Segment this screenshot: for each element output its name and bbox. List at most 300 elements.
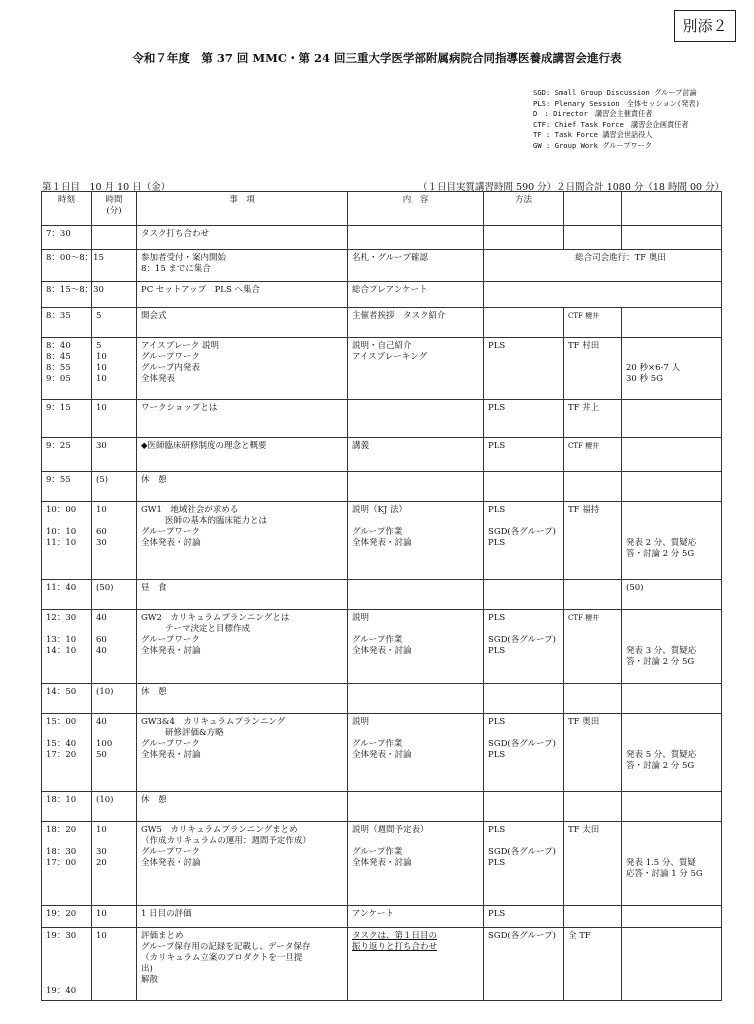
content-cell-line: グループ作業 [352,635,403,645]
item-cell-line: 8：15 までに集合 [141,264,211,274]
table-row [42,250,722,282]
item-cell-line: 参加者受付・案内開始 [141,253,227,263]
item-cell [137,714,348,792]
method-cell [484,684,564,714]
time-cell [42,928,92,1001]
content-cell-line: 説明（KJ 法） [352,505,407,515]
content-cell [348,822,484,906]
item-cell-line: 解散 [141,975,159,985]
time-cell-line: 18：20 [46,825,77,835]
method-cell-line [488,836,559,847]
table-row [42,928,722,1001]
method-cell-line: SGD(各グループ) [488,635,556,645]
item-cell [137,438,348,472]
facilitator-cell [484,282,722,308]
staff-cell [564,822,622,906]
content-cell [348,400,484,438]
time-cell-line: 10：00 [46,505,77,515]
note-cell-line [626,624,717,635]
method-cell [484,400,564,438]
content-cell-line [352,403,479,414]
staff-cell-line: CTF 櫻井 [568,312,600,320]
time-cell [42,438,92,472]
note-cell-line [626,909,717,920]
content-cell-line [352,795,479,806]
time-cell-line: 17：20 [46,750,77,760]
item-cell-line: グループ内発表 [141,363,200,373]
note-cell [622,226,722,250]
time-cell-line: 18：10 [46,795,77,805]
content-cell-line [352,475,479,486]
table-row [42,400,722,438]
table-row [42,684,722,714]
method-cell-line [488,687,559,698]
minutes-cell-line [96,728,132,739]
time-cell [42,502,92,580]
content-cell [348,580,484,610]
day-label: 第１日目 10 月 10 日（金） [42,182,171,193]
item-cell-line: グループワーク [141,739,200,749]
content-cell [348,502,484,580]
minutes-cell-line: 10 [96,352,107,362]
note-cell-line [626,728,717,739]
staff-cell [564,502,622,580]
minutes-cell-line: 40 [96,613,107,623]
table-row [42,792,722,822]
minutes-cell-line: 40 [96,646,107,656]
legend-item: SGD: Small Group Discussion グループ討論 [533,88,697,97]
time-cell-line [46,624,87,635]
time-cell [42,250,104,282]
content-cell [348,714,484,792]
method-cell [484,502,564,580]
minutes-cell-line: 5 [96,311,102,321]
minutes-cell-line: (5) [96,475,109,485]
item-cell-line: 評価まとめ [141,931,184,941]
content-cell-line [352,728,479,739]
content-cell-line: アンケート [352,909,394,919]
minutes-cell-line: 60 [96,527,107,537]
item-cell-line: （作成カリキュラムの運用：週間予定作成） [141,836,311,846]
note-cell [622,472,722,502]
method-cell-line: PLS [488,646,506,656]
content-cell-line: 全体発表・討論 [352,858,412,868]
time-cell [42,714,92,792]
method-cell-line [488,229,559,240]
item-cell-line: 休 憩 [141,687,167,697]
note-cell-line [626,613,717,624]
item-cell-line: 休 憩 [141,795,167,805]
note-cell [622,928,722,1001]
item-cell [137,250,348,282]
time-cell-line: 15：40 [46,739,77,749]
header-note [622,192,722,226]
table-row [42,338,722,400]
minutes-cell-line: 30 [96,847,107,857]
time-cell-line [46,975,87,986]
item-cell-line: グループワーク [141,527,200,537]
note-cell-line: 発表 1.5 分、質疑 [626,858,696,868]
item-cell [137,684,348,714]
content-cell-line: グループ作業 [352,527,403,537]
method-cell-line: PLS [488,403,506,413]
content-cell [348,906,484,928]
time-cell-line: 13：10 [46,635,77,645]
content-cell-line [352,516,479,527]
item-cell-line: タスク打ち合わせ [141,229,210,239]
method-cell [484,472,564,502]
minutes-cell-line: 10 [96,374,107,384]
content-cell [348,610,484,684]
item-cell-line: GW1 地域社会が求める [141,505,239,515]
minutes-cell-line: 10 [96,363,107,373]
minutes-cell [92,580,137,610]
item-cell-line: 出) [141,964,153,974]
content-cell [348,792,484,822]
content-cell-line: 説明 [352,717,370,727]
header-item: 事 項 [137,192,348,226]
schedule-table [41,191,722,1001]
item-cell-line: 全体発表・討論 [141,646,201,656]
method-cell [484,438,564,472]
time-cell-line: 12：30 [46,613,77,623]
item-cell [137,338,348,400]
time-cell [42,338,92,400]
time-cell-line: 8：35 [46,311,71,321]
item-cell-line: 開会式 [141,311,167,321]
staff-cell [564,580,622,610]
note-cell-line: (50) [626,583,644,593]
note-cell-line [626,795,717,806]
legend-item: CTF: Chief Task Force 講習会企画責任者 [533,119,689,129]
note-cell [622,502,722,580]
time-cell-line: 15：00 [46,717,77,727]
time-cell-line: 14：10 [46,646,77,656]
method-cell-line: SGD(各グループ) [488,931,556,941]
content-cell-line: 説明・自己紹介 [352,341,412,351]
note-cell-line [626,527,717,538]
time-cell-line: 8：00～8：15 [46,253,104,263]
content-cell-line [352,583,479,594]
note-cell [622,438,722,472]
content-cell-line: グループ作業 [352,847,403,857]
method-cell-line: SGD(各グループ) [488,739,556,749]
table-row [42,308,722,338]
staff-cell [564,226,622,250]
staff-cell [564,400,622,438]
note-cell-line [626,739,717,750]
item-cell-line: GW2 カリキュラムプランニングとは [141,613,290,623]
note-cell [622,610,722,684]
content-cell-line: 説明（週間予定表） [352,825,429,835]
minutes-cell [92,792,137,822]
time-cell-line [46,516,87,527]
note-cell-line [626,931,717,942]
note-cell-line: 発表 5 分、質疑応 [626,750,697,760]
time-cell-line [46,964,87,975]
staff-cell [564,714,622,792]
item-cell-line: 全体発表 [141,374,176,384]
content-cell-line [352,229,479,240]
staff-cell-line: TF 村田 [568,341,600,351]
time-cell-line: 9：15 [46,403,71,413]
item-cell [137,472,348,502]
staff-cell [564,438,622,472]
method-cell-line [488,728,559,739]
content-cell-line: 講義 [352,441,370,451]
staff-cell [564,684,622,714]
note-cell-line [626,505,717,516]
facilitator-cell: 総合司会進行：TF 奥田 [484,250,722,282]
item-cell-line: アイスブレーク 説明 [141,341,220,351]
table-row [42,472,722,502]
staff-cell-line: CTF 櫻井 [568,614,600,622]
schedule-body [42,226,722,1001]
time-cell-line: 14：50 [46,687,77,697]
note-cell [622,338,722,400]
staff-cell-line: TF 奥田 [568,717,600,727]
content-cell-line: 全体発表・討論 [352,646,412,656]
staff-cell [564,338,622,400]
note-cell-line [626,516,717,527]
table-row [42,714,722,792]
header-content: 内 容 [348,192,484,226]
legend-item: D : Director 講習会主催責任者 [533,109,653,119]
item-cell-line: ワークショップとは [141,403,218,413]
content-cell-line: タスクは、第１日目の [352,931,438,941]
time-cell-line: 8：40 [46,341,71,351]
minutes-cell-line: 20 [96,858,107,868]
method-cell [484,822,564,906]
minutes-cell-line: (10) [96,687,114,697]
time-cell [42,226,92,250]
minutes-cell-line [96,624,132,635]
method-cell [484,338,564,400]
item-cell-line: 1 日目の評価 [141,909,192,919]
time-cell [42,906,92,928]
item-cell-line: 昼 食 [141,583,167,593]
item-cell-line: グループワーク [141,847,200,857]
method-cell [484,714,564,792]
time-cell [42,792,92,822]
item-cell [137,400,348,438]
method-cell-line: PLS [488,538,506,548]
time-cell-line: 19：30 [46,931,77,941]
content-cell-line: アイスブレーキング [352,352,428,362]
minutes-cell-line: 50 [96,750,107,760]
time-cell [42,282,104,308]
note-cell [622,714,722,792]
method-cell-line: SGD(各グループ) [488,527,556,537]
staff-cell [564,308,622,338]
time-cell-line: 8：55 [46,363,71,373]
minutes-cell-line: 10 [96,505,107,515]
content-cell [348,684,484,714]
item-cell-line: 全体発表・討論 [141,538,201,548]
content-cell [348,308,484,338]
time-cell-line: 18：30 [46,847,77,857]
time-cell [42,684,92,714]
item-cell [137,226,348,250]
time-cell-line: 19：40 [46,986,77,996]
minutes-cell-line [96,836,132,847]
note-cell-line [626,403,717,414]
content-cell [348,928,484,1001]
time-cell-line: 9：55 [46,475,71,485]
content-cell-line: 説明 [352,613,370,623]
content-cell-line: 名札・グループ確認 [352,253,428,263]
note-cell-line [626,441,717,452]
note-cell-line [626,475,717,486]
method-cell-line: PLS [488,717,506,727]
minutes-cell [92,226,137,250]
abbreviation-legend [533,88,700,152]
item-cell [137,282,348,308]
minutes-cell [92,400,137,438]
note-cell-line [626,229,717,240]
content-cell-line [352,836,479,847]
time-cell-line: 7：30 [46,229,71,239]
minutes-cell-line: 10 [96,909,107,919]
time-cell [42,822,92,906]
method-cell-line [488,311,559,322]
time-cell-line: 11：40 [46,583,77,593]
item-cell-line: （カリキュラム立案のプロダクトを一旦提 [141,953,303,963]
item-cell-line: GW5 カリキュラムプランニングまとめ [141,825,298,835]
item-cell-line: 全体発表・討論 [141,750,201,760]
item-cell [137,928,348,1001]
minutes-cell-line [96,516,132,527]
note-cell-line [626,825,717,836]
minutes-cell [92,438,137,472]
content-cell-line: 全体発表・討論 [352,750,412,760]
method-cell [484,308,564,338]
staff-cell [564,610,622,684]
staff-cell-line: TF 井上 [568,403,600,413]
content-cell [348,472,484,502]
content-cell [348,250,484,282]
content-cell-line: 総合プレアンケート [352,285,428,295]
time-cell [42,400,92,438]
minutes-cell-line: 10 [96,825,107,835]
staff-cell-line: CTF 櫻井 [568,442,600,450]
time-cell-line: 17：00 [46,858,77,868]
note-cell-line: 答・討論 2 分 5G [626,761,695,771]
method-cell-line: PLS [488,613,506,623]
method-cell-line [488,795,559,806]
legend-item: PLS: Plenary Session 全体セッション(発表) [533,98,700,108]
time-cell-line: 9：25 [46,441,71,451]
method-cell-line: PLS [488,750,506,760]
minutes-cell-line: 5 [96,341,102,351]
item-cell-line: 研修評価&方略 [165,728,224,738]
item-cell [137,610,348,684]
note-cell-line: 発表 2 分、質疑応 [626,538,697,548]
staff-cell [564,472,622,502]
item-cell-line: GW3&4 カリキュラムプランニング [141,717,286,727]
staff-cell [564,928,622,1001]
time-cell-line: 11：10 [46,538,77,548]
content-cell [348,282,484,308]
note-cell [622,822,722,906]
time-cell-line [46,836,87,847]
note-cell-line [626,341,717,352]
table-row [42,226,722,250]
note-cell-line [626,352,717,363]
item-cell-line: 休 憩 [141,475,167,485]
method-cell-line: PLS [488,858,506,868]
minutes-cell [92,502,137,580]
note-cell-line [626,311,717,322]
staff-cell-line: TF 太田 [568,825,600,835]
day-summary: （１日目実質講習時間 590 分）２日間合計 1080 分（18 時間 00 分） [418,182,725,193]
minutes-cell-line: 30 [96,441,107,451]
table-row [42,906,722,928]
content-cell-line: 全体発表・討論 [352,538,412,548]
minutes-cell-line: 40 [96,717,107,727]
time-cell-line: 8：15～8：30 [46,285,104,295]
staff-cell [564,906,622,928]
method-cell-line: PLS [488,909,506,919]
page-title: 令和７年度 第 37 回 MMC・第 24 回三重大学医学部附属病院合同指導医養成講習会進行表 [132,51,622,65]
item-cell-line: 医師の基本的臨床能力とは [165,516,268,526]
minutes-cell-line: (10) [96,795,114,805]
method-cell-line [488,516,559,527]
table-row [42,580,722,610]
content-cell-line: 振り返りと打ち合わせ [352,942,438,952]
item-cell [137,502,348,580]
time-cell-line: 10：10 [46,527,77,537]
method-cell [484,610,564,684]
item-cell-line: PC セットアップ PLS へ集合 [141,285,260,295]
minutes-cell [92,308,137,338]
content-cell-line: グループ作業 [352,739,403,749]
method-cell-line: PLS [488,441,506,451]
item-cell [137,822,348,906]
minutes-cell [92,714,137,792]
time-cell-line [46,728,87,739]
time-cell [42,308,92,338]
table-row [42,822,722,906]
item-cell [137,308,348,338]
minutes-cell [92,906,137,928]
minutes-cell-line: 10 [96,931,107,941]
note-cell [622,906,722,928]
note-cell-line: 応答・討論 1 分 5G [626,869,703,879]
minutes-cell-line: 10 [96,403,107,413]
header-time: 時刻 [42,192,92,226]
staff-cell-line: TF 福持 [568,505,600,515]
content-cell-line [352,687,479,698]
minutes-cell [92,472,137,502]
content-cell [348,438,484,472]
table-row [42,502,722,580]
method-cell [484,906,564,928]
note-cell [622,580,722,610]
note-cell [622,684,722,714]
item-cell-line: グループワーク [141,352,200,362]
minutes-cell [92,610,137,684]
method-cell [484,792,564,822]
method-cell [484,928,564,1001]
note-cell-line: 答・討論 2 分 5G [626,549,695,559]
time-cell-line: 8：45 [46,352,71,362]
table-row [42,610,722,684]
minutes-cell-line: 100 [96,739,113,749]
method-cell-line [488,475,559,486]
item-cell-line: ◆医師臨床研修制度の理念と概要 [141,441,267,451]
header-minutes: 時間 (分) [92,192,137,226]
